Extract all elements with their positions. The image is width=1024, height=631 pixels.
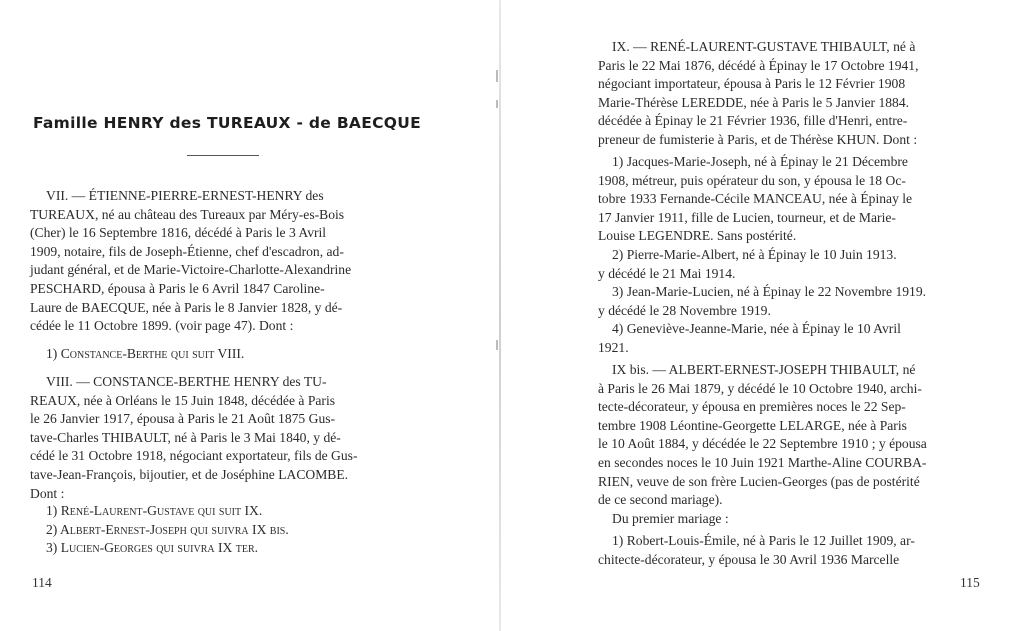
text-line: IX. — RENÉ-LAURENT-GUSTAVE THIBAULT, né à [612,39,916,54]
list-item-continuation: Louise LEGENDRE. Sans postérité. [598,228,797,244]
text-line: TUREAUX, né au château des Tureaux par Méry-es-Bois [30,206,345,222]
left-page [0,0,500,631]
text-line: tembre 1908 Léontine-Georgette LELARGE, née à Paris [598,417,907,433]
family-heading: Famille HENRY des TUREAUX - de BAECQUE [32,114,422,132]
list-ix-bis [598,532,982,569]
page-number: 114 [32,575,52,590]
text-line: judant général, et de Marie-Victoire-Charlotte-Alexandrine [30,262,352,278]
text-line: de ce second mariage). [598,492,723,508]
list-item: 3) Jean-Marie-Lucien, né à Épinay le 22 Novembre 1919. [612,284,927,300]
text-line: décédée à Épinay le 21 Février 1936, fille d'Henri, entre- [598,113,908,129]
page-number: 115 [960,575,980,590]
list-item-continuation: 1908, métreur, puis opérateur du son, y épousa le 18 Oc- [598,172,906,188]
heading-rule [187,155,259,156]
list-item-continuation: chitecte-décorateur, y épousa le 30 Avril 1936 Marcelle [598,551,900,567]
text-line: Laure de BAECQUE, née à Paris le 8 Janvier 1828, y dé- [30,299,343,315]
list-item: 1) Constance-Berthe qui suit VIII. [46,346,245,361]
paragraph-vii [30,187,384,336]
text-line: Paris le 22 Mai 1876, décédé à Épinay le 17 Octobre 1941, [598,57,919,73]
text-line: VII. — ÉTIENNE-PIERRE-ERNEST-HENRY des [46,188,324,203]
list-item-continuation: 1921. [598,339,629,355]
list-item: 1) Robert-Louis-Émile, né à Paris le 12 Juillet 1909, ar- [612,533,915,548]
list-item: 4) Geneviève-Jeanne-Marie, née à Épinay le 10 Avril [612,321,901,337]
first-marriage-label [612,510,912,529]
text-line: REAUX, née à Orléans le 15 Juin 1848, décédée à Paris [30,392,336,408]
list-viii [46,502,376,558]
text-line: IX bis. — ALBERT-ERNEST-JOSEPH THIBAULT, né [612,362,916,377]
text-line: tecte-décorateur, y épousa en premières noces le 22 Sep- [598,399,906,415]
list-vii [46,345,376,364]
text-line: tave-Jean-François, bijoutier, et de Joséphine LACOMBE. [30,466,349,482]
text-line: PESCHARD, épousa à Paris le 6 Avril 1847 Caroline- [30,280,325,296]
list-item-continuation: y décédé le 21 Mai 1914. [598,265,736,281]
text-line: cédée le 11 Octobre 1899. (voir page 47). Dont : [30,318,294,334]
paragraph-ix-bis [598,361,982,510]
list-item: 2) Albert-Ernest-Joseph qui suivra IX bis. [46,521,289,537]
text-line: cédé le 31 Octobre 1918, négociant exportateur, fils de Gus- [30,448,358,464]
list-item: 1) Jacques-Marie-Joseph, né à Épinay le 21 Décembre [612,154,908,169]
text-line: en secondes noces le 10 Juin 1921 Marthe-Aline COURBA- [598,454,927,470]
list-item: 1) René-Laurent-Gustave qui suit IX. [46,503,263,518]
list-item: 3) Lucien-Georges qui suivra IX ter. [46,540,259,556]
text-line: preneur de fumisterie à Paris, et de Thérèse KHUN. Dont : [598,131,918,147]
right-page [502,0,1024,631]
text-line: VIII. — CONSTANCE-BERTHE HENRY des TU- [46,374,327,389]
list-item-continuation: 17 Janvier 1911, fille de Lucien, tourneur, et de Marie- [598,209,896,225]
text-line: le 26 Janvier 1917, épousa à Paris le 21 Août 1875 Gus- [30,411,336,427]
text-line: Marie-Thérèse LEREDDE, née à Paris le 5 Janvier 1884. [598,94,910,110]
text-line: Dont : [30,485,65,501]
text-line: RIEN, veuve de son frère Lucien-Georges (pas de postérité [598,473,920,489]
text-line: 1909, notaire, fils de Joseph-Étienne, chef d'escadron, ad- [30,243,344,259]
paragraph-viii [30,373,384,503]
list-ix [598,153,982,358]
text-line: (Cher) le 16 Septembre 1816, décédé à Paris le 3 Avril [30,225,327,241]
text-line: négociant importateur, épousa à Paris le 12 Février 1908 [598,76,906,92]
list-item: 2) Pierre-Marie-Albert, né à Épinay le 10 Juin 1913. [612,246,897,262]
list-item-continuation: y décédé le 28 Novembre 1919. [598,302,771,318]
text-line: le 10 Août 1884, y décédée le 22 Septembre 1910 ; y épousa [598,436,927,452]
list-item-continuation: tobre 1933 Fernande-Cécile MANCEAU, née à Épinay le [598,191,913,207]
text-line: Du premier mariage : [612,511,729,526]
text-line: tave-Charles THIBAULT, né à Paris le 3 Mai 1840, y dé- [30,429,341,445]
paragraph-ix [598,38,982,150]
text-line: à Paris le 26 Mai 1879, y décédé le 10 Octobre 1940, archi- [598,380,922,396]
